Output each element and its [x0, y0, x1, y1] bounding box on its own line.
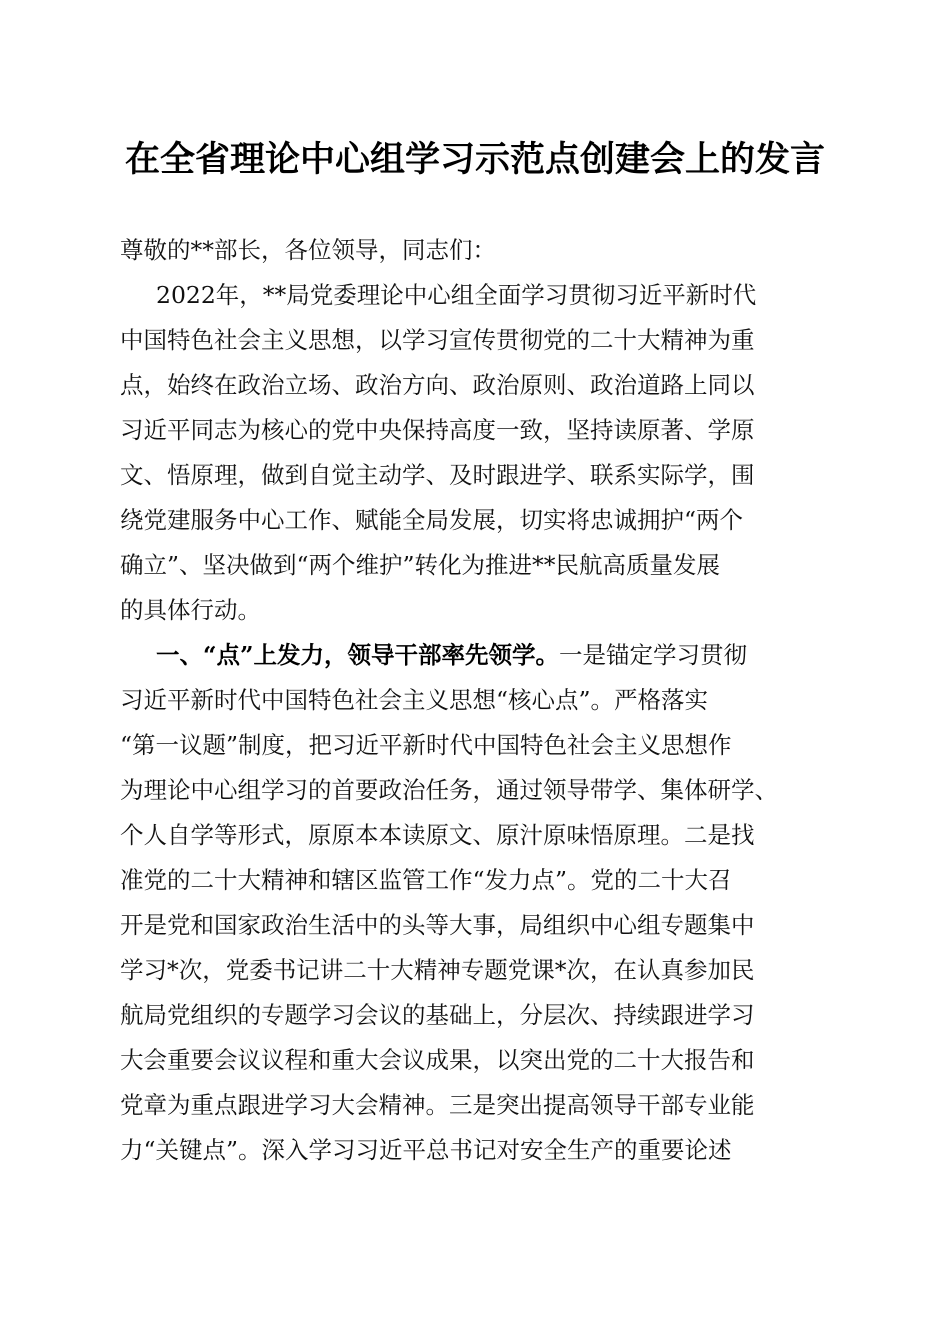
paragraph-line: 个人自学等形式，原原本本读原文、原汁原味悟原理。二是找	[120, 821, 755, 849]
document-title: 在全省理论中心组学习示范点创建会上的发言	[124, 139, 825, 180]
paragraph-line: 开是党和国家政治生活中的头等大事，局组织中心组专题集中	[120, 911, 755, 939]
paragraph-line: 习近平同志为核心的党中央保持高度一致，坚持读原著、学原	[120, 416, 755, 444]
paragraph-line: 学习*次，党委书记讲二十大精神专题党课*次，在认真参加民	[120, 956, 755, 984]
paragraph-line: 航局党组织的专题学习会议的基础上，分层次、持续跟进学习	[120, 1001, 755, 1029]
paragraph-line: 习近平新时代中国特色社会主义思想“核心点”。严格落实	[120, 686, 709, 714]
paragraph-line: 为理论中心组学习的首要政治任务，通过领导带学、集体研学、	[120, 776, 778, 804]
paragraph-line: 力“关键点”。深入学习习近平总书记对安全生产的重要论述	[120, 1136, 732, 1164]
paragraph-line: “第一议题”制度，把习近平新时代中国特色社会主义思想作	[120, 731, 732, 759]
section-first-line-text: 一是锚定学习贯彻	[559, 641, 748, 669]
paragraph-line: 的具体行动。	[120, 596, 261, 624]
paragraph-line: 确立”、坚决做到“两个维护”转化为推进**民航高质量发展	[120, 551, 721, 579]
paragraph-1	[120, 273, 832, 633]
salutation: 尊敬的**部长，各位领导，同志们：	[120, 236, 496, 264]
paragraph-line: 党章为重点跟进学习大会精神。三是突出提高领导干部专业能	[120, 1091, 755, 1119]
paragraph-line: 文、悟原理，做到自觉主动学、及时跟进学、联系实际学，围	[120, 461, 755, 489]
section-heading: 一、“点”上发力，领导干部率先领学。	[156, 641, 560, 669]
paragraph-line: 点，始终在政治立场、政治方向、政治原则、政治道路上同以	[120, 371, 755, 399]
paragraph-line: 绕党建服务中心工作、赋能全局发展，切实将忠诚拥护“两个	[120, 506, 744, 534]
paragraph-line: 2022年，**局党委理论中心组全面学习贯彻习近平新时代	[156, 281, 757, 309]
section-first-line	[120, 633, 832, 678]
paragraph-line: 准党的二十大精神和辖区监管工作“发力点”。党的二十大召	[120, 866, 732, 894]
paragraph-line: 中国特色社会主义思想，以学习宣传贯彻党的二十大精神为重	[120, 326, 755, 354]
document-body	[120, 228, 832, 1173]
section-1	[120, 633, 832, 1173]
paragraph-line: 大会重要会议议程和重大会议成果，以突出党的二十大报告和	[120, 1046, 755, 1074]
